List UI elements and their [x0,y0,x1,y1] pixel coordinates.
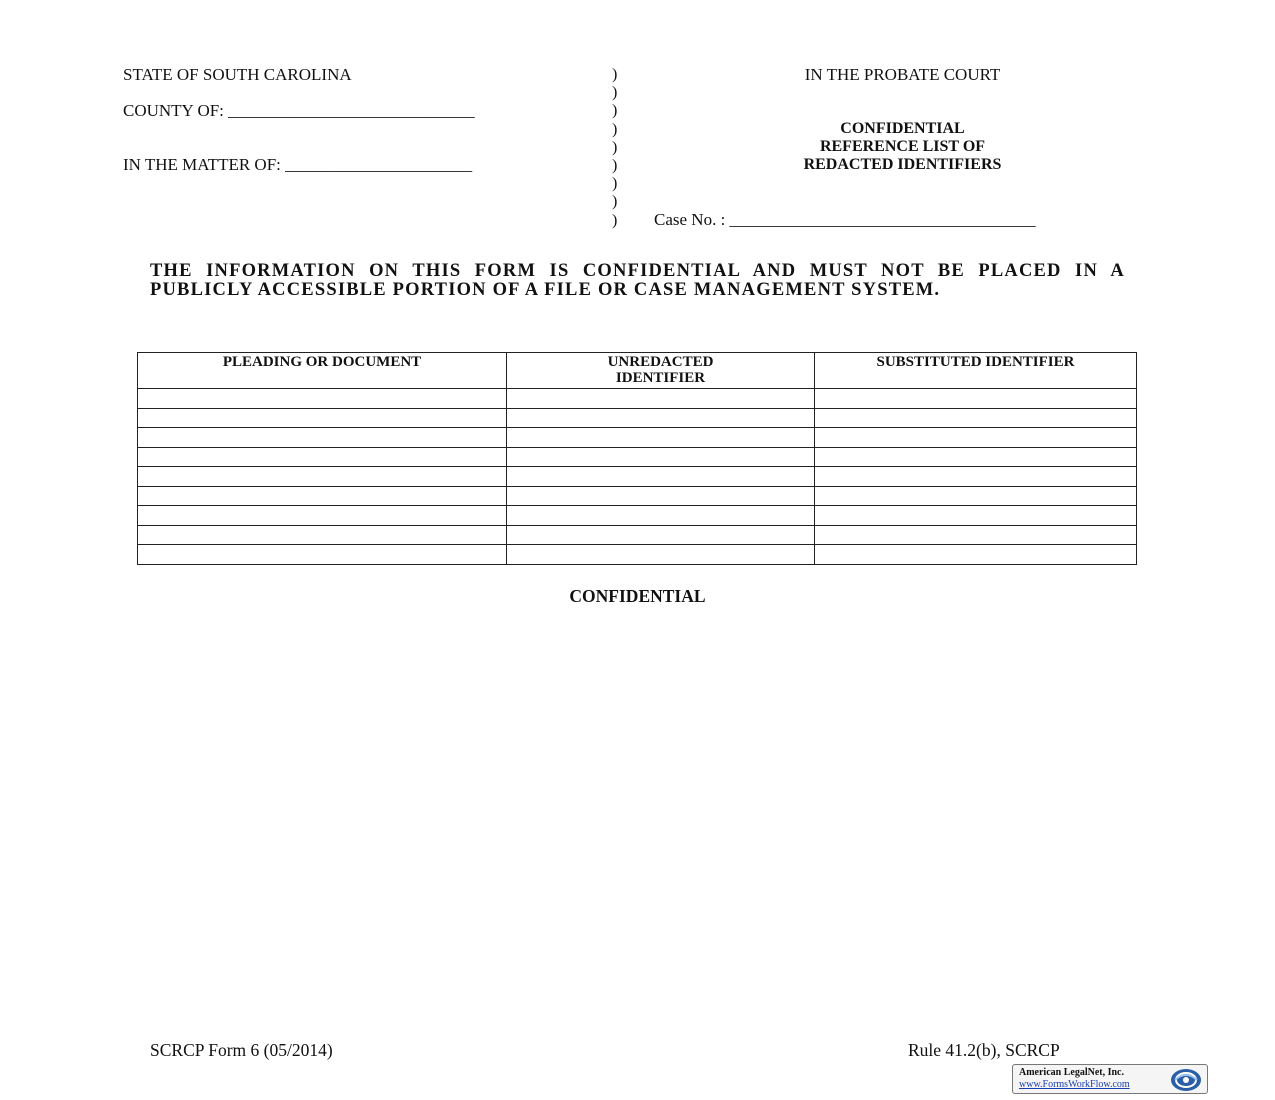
substituted-cell[interactable] [815,389,1137,409]
substituted-cell[interactable] [815,486,1137,506]
county-field[interactable]: _____________________________ [228,101,475,120]
caption-divider [612,66,617,230]
form-title-line: CONFIDENTIAL [840,120,965,137]
unredacted-cell[interactable] [507,408,815,428]
rule-reference: Rule 41.2(b), SCRCP [908,1040,1060,1060]
header-unredacted-identifier [507,353,815,389]
state-heading: STATE OF SOUTH CAROLINA [123,65,352,84]
header-substituted-identifier: SUBSTITUTED IDENTIFIER [815,353,1137,389]
unredacted-cell[interactable] [507,486,815,506]
unredacted-cell[interactable] [507,447,815,467]
table-row [138,428,1137,448]
matter-label: IN THE MATTER OF: [123,155,281,174]
table-row [138,525,1137,545]
pleading-cell[interactable] [138,428,507,448]
table-row [138,545,1137,565]
table-row [138,447,1137,467]
unredacted-cell[interactable] [507,389,815,409]
matter-field[interactable]: ______________________ [285,155,473,174]
table-body [138,389,1137,565]
caption-paren: ) [612,66,618,83]
table-row [138,389,1137,409]
substituted-cell[interactable] [815,467,1137,487]
pleading-cell[interactable] [138,545,507,565]
header-pleading-or-document: PLEADING OR DOCUMENT [138,353,507,389]
case-number-line [654,210,1036,230]
county-label: COUNTY OF: [123,101,224,120]
caption-paren: ) [612,157,618,175]
unredacted-cell[interactable] [507,525,815,545]
substituted-cell[interactable] [815,506,1137,526]
case-number-label: Case No. : [654,210,726,229]
publisher-badge[interactable] [1012,1064,1208,1094]
table-row [138,408,1137,428]
caption-paren: ) [612,102,618,120]
confidential-footer: CONFIDENTIAL [569,586,706,606]
caption-paren: ) [612,193,618,211]
unredacted-cell[interactable] [507,428,815,448]
table-row [138,467,1137,487]
pleading-cell[interactable] [138,447,507,467]
matter-line [123,155,472,175]
case-number-field[interactable]: ____________________________________ [729,210,1036,229]
pleading-cell[interactable] [138,525,507,545]
caption-paren: ) [612,211,618,229]
pleading-cell[interactable] [138,389,507,409]
unredacted-cell[interactable] [507,467,815,487]
county-line [123,101,475,121]
form-title [640,120,1165,174]
substituted-cell[interactable] [815,525,1137,545]
confidentiality-notice: THE INFORMATION ON THIS FORM IS CONFIDENTIAL AND MUST NOT BE PLACED IN A PUBLICLY ACCESSIBLE PORTION OF A FILE OR CASE MANAGEMENT SYSTEM. [150,261,1125,300]
pleading-cell[interactable] [138,486,507,506]
publisher-name: American LegalNet, Inc. [1019,1067,1124,1078]
form-title-line: REDACTED IDENTIFIERS [803,156,1002,173]
caption-paren: ) [612,175,618,193]
pleading-cell[interactable] [138,506,507,526]
substituted-cell[interactable] [815,428,1137,448]
globe-icon [1169,1067,1203,1093]
unredacted-cell[interactable] [507,545,815,565]
court-heading: IN THE PROBATE COURT [804,65,1001,84]
caption-paren: ) [612,84,618,102]
caption-paren: ) [612,120,618,138]
form-identifier: SCRCP Form 6 (05/2014) [150,1040,333,1060]
substituted-cell[interactable] [815,408,1137,428]
substituted-cell[interactable] [815,447,1137,467]
pleading-cell[interactable] [138,467,507,487]
form-title-line: REFERENCE LIST OF [819,138,986,155]
header-unredacted-identifier-text: UNREDACTED IDENTIFIER [607,354,714,386]
publisher-link[interactable]: www.FormsWorkFlow.com [1019,1079,1130,1090]
substituted-cell[interactable] [815,545,1137,565]
redaction-table [137,352,1137,565]
unredacted-cell[interactable] [507,506,815,526]
table-header-row [138,353,1137,389]
table-row [138,506,1137,526]
table-row [138,486,1137,506]
caption-paren: ) [612,138,618,156]
pleading-cell[interactable] [138,408,507,428]
